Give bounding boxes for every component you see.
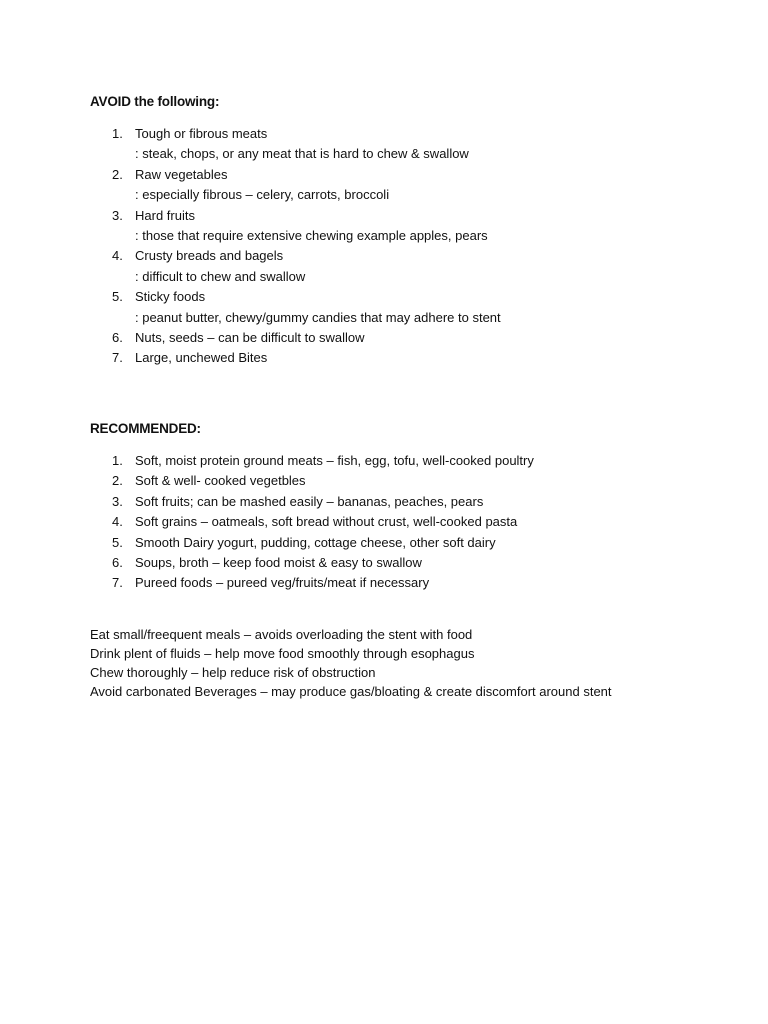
list-number: 7. <box>112 350 123 366</box>
list-item-text: Tough or fibrous meats <box>135 126 268 141</box>
list-item-note: : especially fibrous – celery, carrots, broccoli <box>135 187 390 203</box>
recommended-item-3 <box>0 492 534 512</box>
list-number: 3. <box>112 207 123 223</box>
list-number: 3. <box>112 493 123 509</box>
list-item-note: : those that require extensive chewing example apples, pears <box>135 228 488 244</box>
list-item-text: Pureed foods – pureed veg/fruits/meat if necessary <box>135 575 430 591</box>
list-item-text: Raw vegetables <box>135 166 228 182</box>
avoid-item-1 <box>0 124 501 165</box>
recommended-list <box>0 451 534 594</box>
list-item-text: Crusty breads and bagels <box>135 248 284 264</box>
tip-line: Eat small/freequent meals – avoids overloading the stent with food <box>90 627 473 642</box>
list-number: 1. <box>112 126 123 141</box>
recommended-item-6 <box>0 553 534 573</box>
list-number: 6. <box>112 330 123 346</box>
recommended-heading: RECOMMENDED: <box>90 421 201 436</box>
list-item-note: : peanut butter, chewy/gummy candies that may adhere to stent <box>135 309 501 325</box>
list-number: 5. <box>112 534 123 550</box>
list-item-text: Soft & well- cooked vegetbles <box>135 473 306 489</box>
recommended-item-5 <box>0 533 534 553</box>
avoid-item-2 <box>0 165 501 206</box>
avoid-list <box>0 124 501 369</box>
list-number: 2. <box>112 473 123 489</box>
recommended-item-7 <box>0 573 534 593</box>
list-item-text: Soft, moist protein ground meats – fish, egg, tofu, well-cooked poultry <box>135 453 534 468</box>
list-number: 4. <box>112 514 123 530</box>
list-item-text: Soft fruits; can be mashed easily – bananas, peaches, pears <box>135 493 484 509</box>
list-number: 7. <box>112 575 123 591</box>
avoid-item-4 <box>0 246 501 287</box>
avoid-item-5 <box>0 287 501 328</box>
list-number: 2. <box>112 166 123 182</box>
list-item-note: : difficult to chew and swallow <box>135 268 306 284</box>
recommended-item-4 <box>0 512 534 532</box>
list-item-text: Hard fruits <box>135 207 195 223</box>
list-item-text: Nuts, seeds – can be difficult to swallow <box>135 330 365 346</box>
tip-line: Chew thoroughly – help reduce risk of obstruction <box>90 665 376 680</box>
list-item-text: Soft grains – oatmeals, soft bread without crust, well-cooked pasta <box>135 514 518 530</box>
list-number: 4. <box>112 248 123 264</box>
list-item-text: Soups, broth – keep food moist & easy to swallow <box>135 555 422 571</box>
list-number: 6. <box>112 555 123 571</box>
avoid-heading: AVOID the following: <box>90 94 220 109</box>
list-number: 1. <box>112 453 123 468</box>
list-number: 5. <box>112 289 123 305</box>
list-item-text: Large, unchewed Bites <box>135 350 268 366</box>
list-item-text: Smooth Dairy yogurt, pudding, cottage cheese, other soft dairy <box>135 534 496 550</box>
tip-line: Drink plent of fluids – help move food smoothly through esophagus <box>90 646 475 661</box>
avoid-item-7 <box>0 348 501 368</box>
list-item-text: Sticky foods <box>135 289 206 305</box>
avoid-item-6 <box>0 328 501 348</box>
recommended-item-2 <box>0 471 534 491</box>
recommended-item-1 <box>0 451 534 471</box>
avoid-item-3 <box>0 206 501 247</box>
tip-line: Avoid carbonated Beverages – may produce gas/bloating & create discomfort around stent <box>90 684 612 699</box>
list-item-note: : steak, chops, or any meat that is hard to chew & swallow <box>135 146 469 162</box>
tips-list <box>90 625 612 701</box>
